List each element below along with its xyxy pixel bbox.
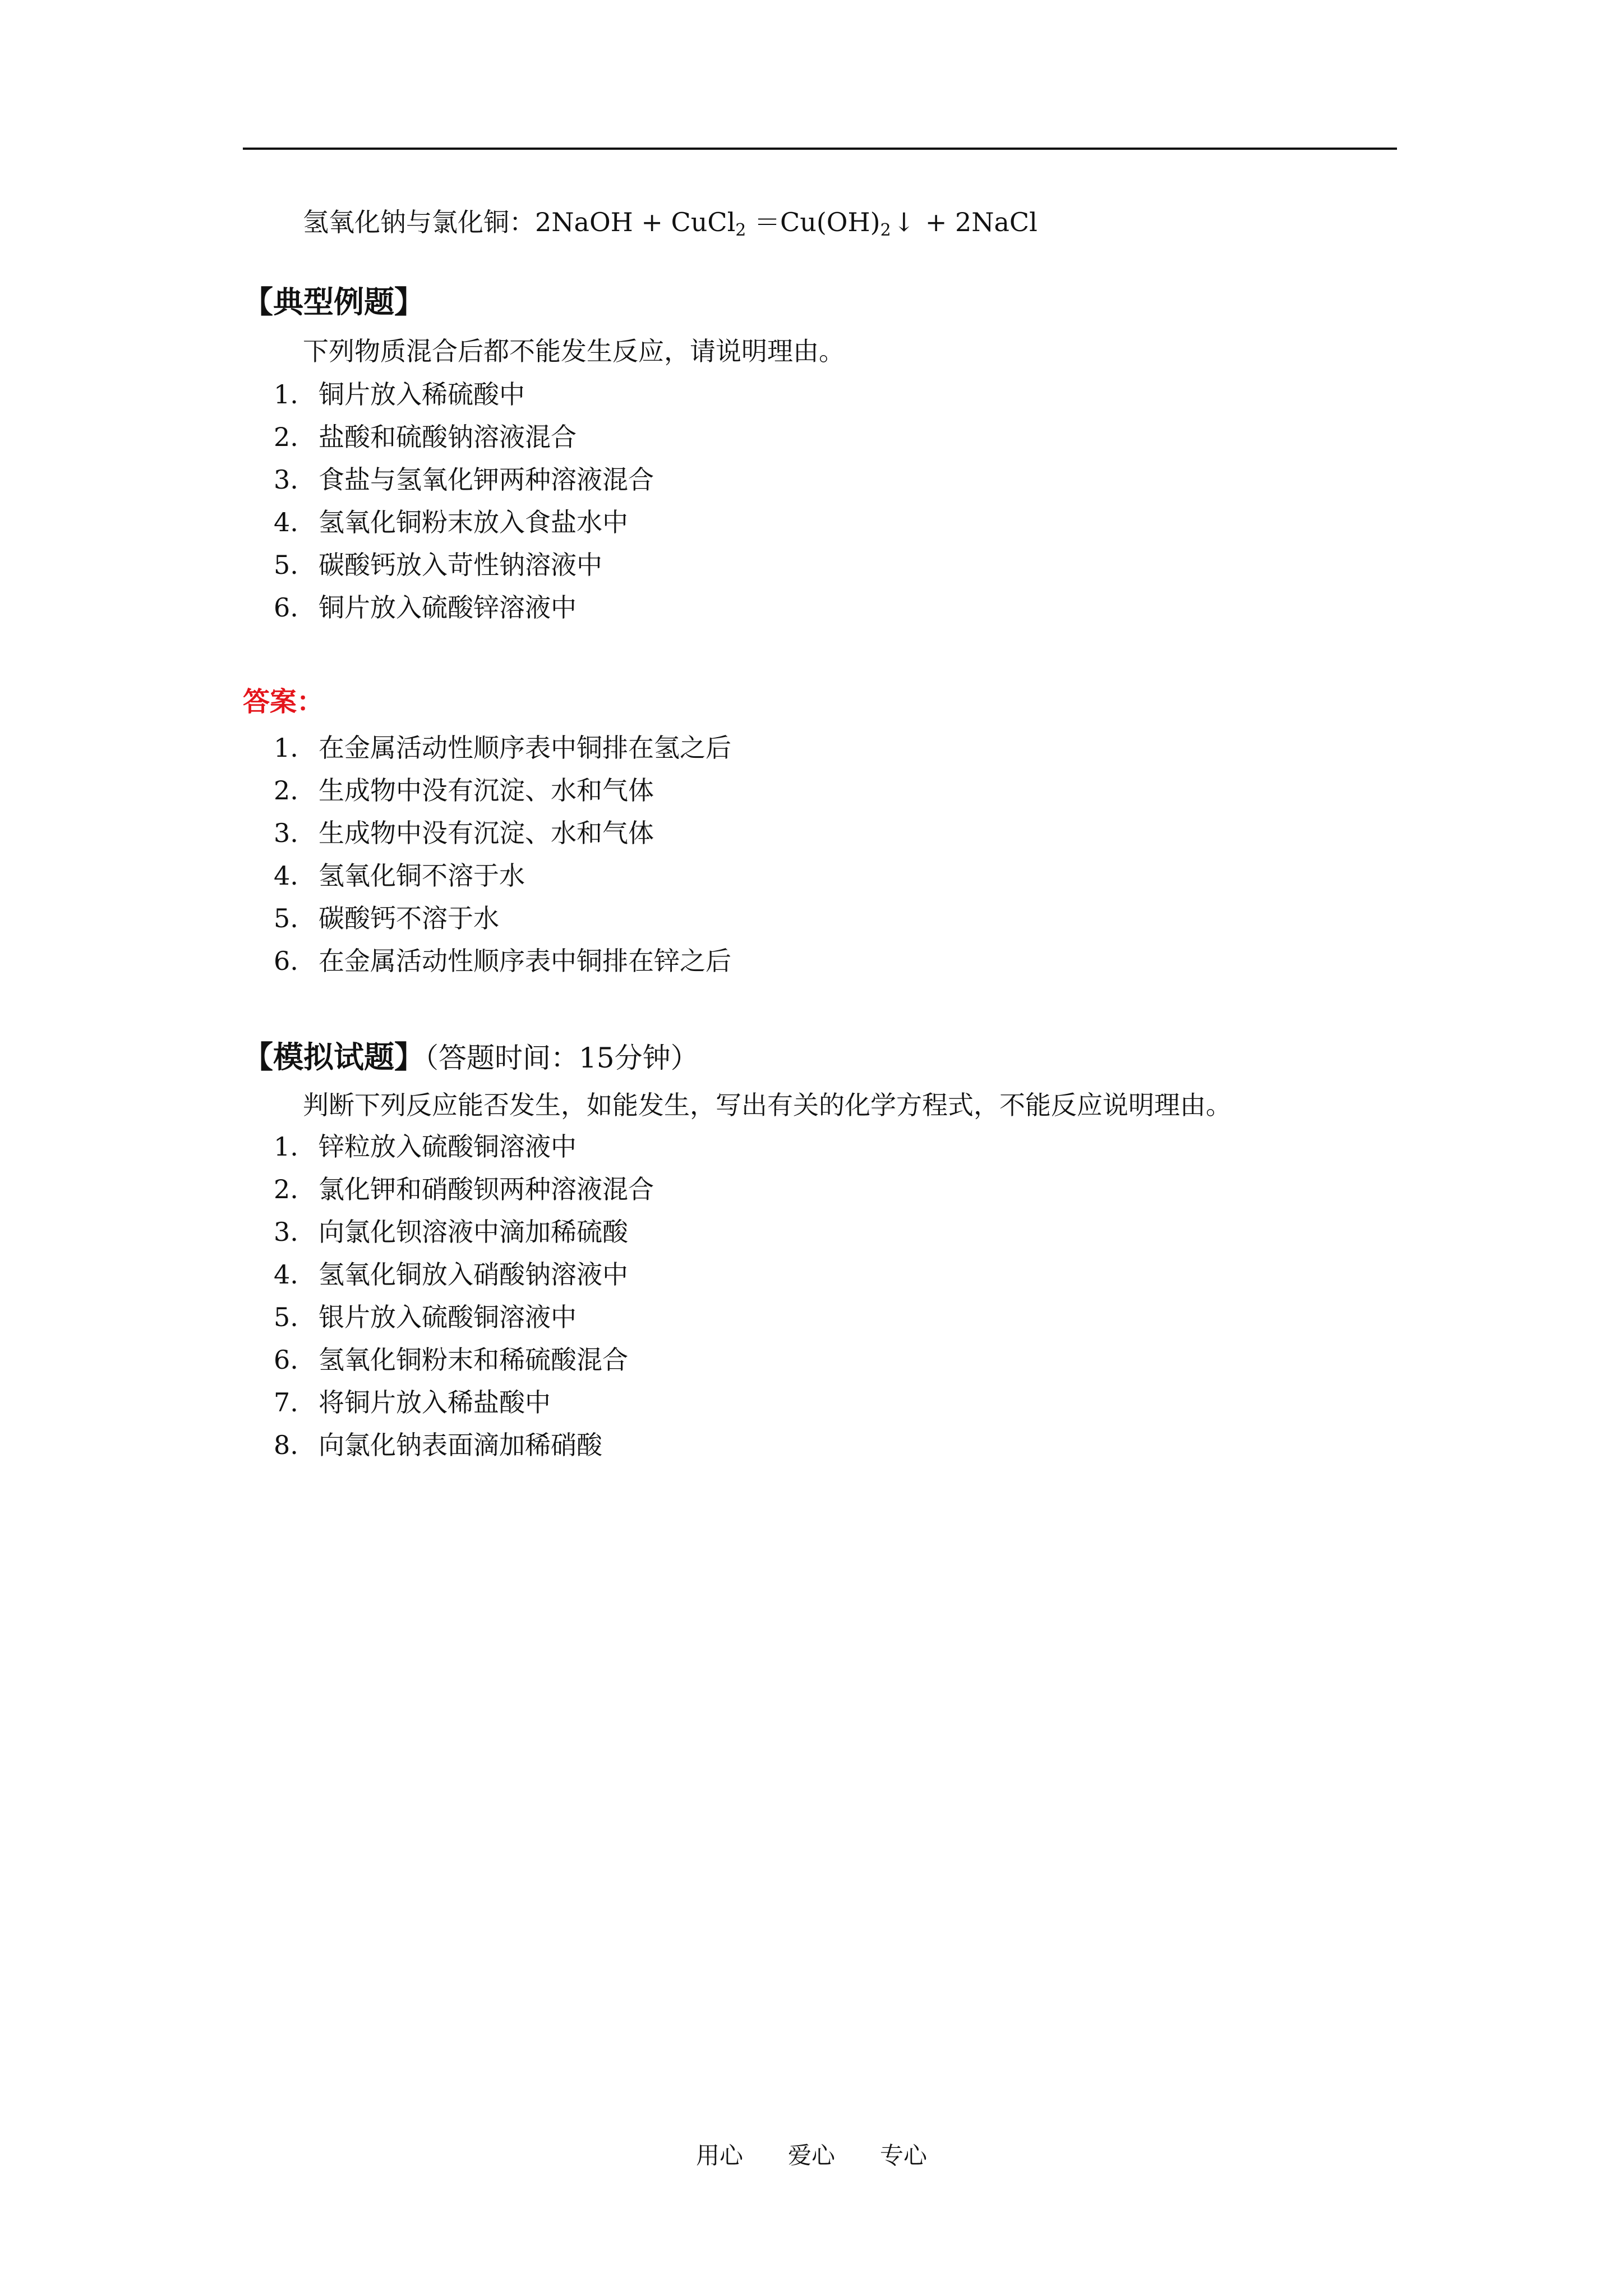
item-number: 6. [274,592,298,623]
item-number: 6. [274,946,298,976]
mock-heading-time-note: （答题时间：15分钟） [425,1042,699,1074]
item-number: 4. [274,1259,298,1290]
item-text: 向氯化钠表面滴加稀硝酸 [319,1430,602,1460]
item-text: 锌粒放入硫酸铜溶液中 [319,1131,577,1162]
answer-label: 答案： [243,686,324,717]
mock-intro: 判断下列反应能否发生，如能发生，写出有关的化学方程式，不能反应说明理由。 [303,1090,1232,1120]
equation-label: 氢氧化钠与氯化铜： [303,207,535,237]
item-text: 食盐与氢氧化钾两种溶液混合 [319,464,654,495]
mock-heading [243,1038,699,1077]
item-number: 2. [274,1174,298,1204]
item-number: 1. [274,379,298,409]
item-number: 1. [274,1131,298,1162]
equation-line [303,205,1038,239]
item-number: 5. [274,550,298,580]
item-text: 氢氧化铜粉末和稀硫酸混合 [319,1345,628,1375]
item-text: 在金属活动性顺序表中铜排在氢之后 [319,733,731,763]
item-text: 盐酸和硫酸钠溶液混合 [319,422,577,452]
item-text: 碳酸钙放入苛性钠溶液中 [319,550,602,580]
item-number: 1. [274,733,298,763]
equation-lhs-subscript: 2 [735,220,746,240]
item-text: 铜片放入稀硫酸中 [319,379,525,409]
item-text: 氢氧化铜粉末放入食盐水中 [319,507,628,537]
equation-lhs: 2NaOH + CuCl [535,207,736,237]
item-text: 生成物中没有沉淀、水和气体 [319,775,654,806]
item-number: 3. [274,1217,298,1247]
item-number: 6. [274,1345,298,1375]
equation-rhs: + 2NaCl [917,207,1038,237]
item-number: 4. [274,507,298,537]
example-heading: 【典型例题】 [243,284,425,320]
footer-word: 爱心 [787,2142,835,2169]
item-number: 3. [274,464,298,495]
item-number: 3. [274,818,298,848]
item-text: 铜片放入硫酸锌溶液中 [319,592,577,623]
mock-heading-title: 【模拟试题】 [243,1039,425,1075]
item-number: 7. [274,1387,298,1418]
item-text: 氯化钾和硝酸钡两种溶液混合 [319,1174,654,1204]
item-text: 氢氧化铜放入硝酸钠溶液中 [319,1259,628,1290]
item-text: 将铜片放入稀盐酸中 [319,1387,551,1418]
item-text: 向氯化钡溶液中滴加稀硫酸 [319,1217,628,1247]
item-text: 碳酸钙不溶于水 [319,903,499,933]
precipitate-arrow-icon: ↓ [893,207,915,237]
item-text: 在金属活动性顺序表中铜排在锌之后 [319,946,731,976]
equation-product: ＝Cu(OH) [746,207,880,237]
header-rule [243,148,1397,150]
item-number: 2. [274,775,298,806]
page-footer [0,2140,1623,2171]
example-intro: 下列物质混合后都不能发生反应，请说明理由。 [303,336,845,366]
item-text: 生成物中没有沉淀、水和气体 [319,818,654,848]
footer-word: 专心 [880,2142,928,2169]
footer-word: 用心 [695,2142,743,2169]
item-number: 4. [274,861,298,891]
item-number: 2. [274,422,298,452]
item-text: 氢氧化铜不溶于水 [319,861,525,891]
item-number: 5. [274,903,298,933]
item-number: 5. [274,1302,298,1332]
equation-rhs-subscript: 2 [880,220,891,240]
item-text: 银片放入硫酸铜溶液中 [319,1302,577,1332]
item-number: 8. [274,1430,298,1460]
